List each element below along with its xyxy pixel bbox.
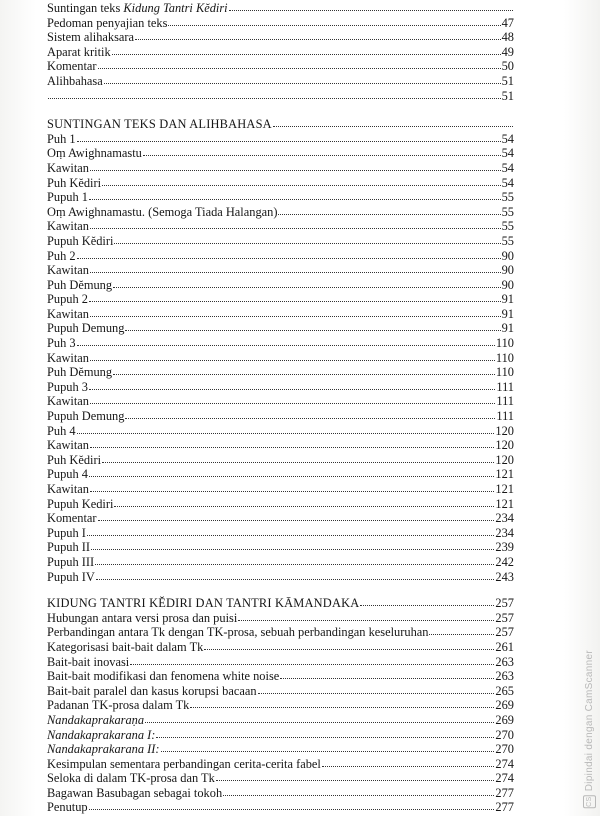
toc-leader-dots — [161, 741, 495, 752]
toc-entry[interactable] — [47, 394, 514, 409]
toc-leader-dots — [96, 569, 495, 580]
toc-leader-dots — [204, 639, 494, 650]
toc-entry[interactable] — [47, 132, 514, 147]
toc-entry[interactable] — [47, 351, 514, 366]
toc-entry-title: Perbandingan antara Tk dengan TK-prosa, sebuah perbandingan keseluruhan — [47, 625, 429, 640]
toc-entry[interactable] — [47, 205, 514, 220]
toc-leader-dots — [90, 160, 501, 171]
toc-entry-title: Komentar — [47, 59, 97, 74]
toc-leader-dots — [125, 320, 500, 331]
toc-entry-title: Suntingan teks Kidung Tantri Kĕdiri — [47, 1, 228, 15]
toc-entry-title: Kawitan — [47, 160, 89, 175]
toc-entry-page: 55 — [501, 204, 514, 219]
toc-leader-dots — [89, 291, 501, 302]
toc-entry-page: 257 — [495, 596, 514, 611]
toc-entry[interactable] — [47, 16, 514, 31]
toc-leader-dots — [229, 0, 513, 11]
toc-leader-dots — [90, 393, 495, 404]
toc-entry-page: 243 — [495, 569, 514, 584]
watermark-text: Dipindai dengan CamScanner — [584, 649, 595, 791]
toc-leader-dots — [95, 554, 494, 565]
toc-leader-dots — [135, 29, 501, 40]
toc-entry-page: 270 — [495, 742, 514, 757]
toc-leader-dots — [114, 233, 500, 244]
toc-leader-dots — [238, 610, 494, 621]
toc-entry-title: SUNTINGAN TEKS DAN ALIHBAHASA — [47, 117, 272, 132]
toc-entry-title: Kawitan — [47, 263, 89, 278]
toc-entry-page: 90 — [501, 263, 514, 278]
toc-entry-page: 90 — [501, 248, 514, 263]
toc-entry-title: Sistem alihaksara — [47, 30, 135, 45]
scanner-watermark — [583, 650, 596, 808]
toc-leader-dots — [113, 364, 495, 375]
toc-entry-page: 120 — [495, 423, 514, 438]
toc-entry-page: 277 — [495, 785, 514, 800]
toc-entry-title: Puh Dĕmung — [47, 277, 113, 292]
toc-entry[interactable] — [47, 1, 514, 16]
toc-entry-page: 120 — [495, 452, 514, 467]
toc-entry-page: 55 — [501, 233, 514, 248]
toc-entry-page: 257 — [495, 610, 514, 625]
toc-entry[interactable] — [47, 611, 514, 626]
toc-entry-title: Kawitan — [47, 438, 89, 453]
toc-entry-page: 120 — [495, 438, 514, 453]
toc-leader-dots — [90, 306, 501, 317]
toc-entry[interactable] — [47, 800, 514, 815]
toc-entry-title: Puh Dĕmung — [47, 365, 113, 380]
toc-entry-page: 111 — [496, 409, 514, 424]
toc-entry-page: 261 — [495, 639, 514, 654]
toc-entry[interactable] — [47, 365, 514, 380]
toc-entry-page: 257 — [495, 625, 514, 640]
toc-entry[interactable] — [47, 336, 514, 351]
toc-section-heading[interactable] — [47, 596, 514, 611]
toc-leader-dots — [190, 697, 494, 708]
toc-entry-page: 265 — [495, 683, 514, 698]
toc-leader-dots — [156, 727, 494, 738]
toc-entry-page: 270 — [495, 727, 514, 742]
toc-entry-page: 263 — [495, 669, 514, 684]
toc-leader-dots — [360, 595, 494, 606]
toc-entry[interactable] — [47, 640, 514, 655]
toc-entry-page: 242 — [495, 554, 514, 569]
toc-entry[interactable] — [47, 263, 514, 278]
toc-leader-dots — [145, 712, 494, 723]
toc-leader-dots — [143, 145, 501, 156]
toc-leader-dots — [125, 408, 495, 419]
toc-entry[interactable] — [47, 570, 514, 585]
toc-entry-title: Bait-bait modifikasi dan fenomena white noise — [47, 669, 280, 684]
toc-section-heading[interactable] — [47, 117, 514, 132]
toc-entry-page: 274 — [495, 771, 514, 786]
toc-entry-title: Puh Kĕdiri — [47, 452, 102, 467]
toc-leader-dots — [216, 770, 495, 781]
toc-entry[interactable] — [47, 249, 514, 264]
toc-leader-dots — [112, 44, 501, 55]
toc-leader-dots — [322, 756, 495, 767]
toc-entry[interactable] — [47, 713, 514, 728]
toc-entry-title: Nandakaprakarana I: — [47, 727, 156, 742]
toc-leader-dots — [77, 248, 501, 259]
toc-entry-page: 51 — [501, 73, 514, 88]
toc-entry-page: 110 — [495, 336, 514, 351]
toc-entry-page: 110 — [495, 350, 514, 365]
toc-entry-page: 274 — [495, 756, 514, 771]
toc-entry-title: Pupuh Demung — [47, 321, 125, 336]
toc-entry[interactable] — [47, 45, 514, 60]
toc-entry[interactable] — [47, 161, 514, 176]
toc-leader-dots — [90, 481, 494, 492]
toc-entry-page: 54 — [501, 131, 514, 146]
toc-entry-title: Bait-bait paralel dan kasus korupsi bacaan — [47, 683, 257, 698]
toc-leader-dots — [280, 668, 494, 679]
toc-entry-page: 54 — [501, 160, 514, 175]
toc-entry-title-italic: Kidung Tantri Kĕdiri — [123, 1, 228, 15]
toc-leader-dots — [89, 466, 494, 477]
toc-entry-page: 50 — [501, 59, 514, 74]
toc-entry-title: Seloka di dalam TK-prosa dan Tk — [47, 771, 215, 786]
toc-entry-title: Pupuh Demung — [47, 409, 125, 424]
toc-entry-title: Pupuh 2 — [47, 292, 88, 307]
toc-entry-title: Kawitan — [47, 219, 89, 234]
toc-entry[interactable] — [47, 409, 514, 424]
toc-entry[interactable] — [47, 555, 514, 570]
toc-entry-page: 269 — [495, 698, 514, 713]
toc-entry-title: Pupuh I — [47, 525, 86, 540]
camscanner-logo-icon: CS — [583, 795, 596, 808]
toc-entry-page: 234 — [495, 511, 514, 526]
toc-entry-page: 111 — [496, 394, 514, 409]
toc-entry-page: 111 — [496, 379, 514, 394]
toc-entry-page: 48 — [501, 30, 514, 45]
toc-entry[interactable] — [47, 59, 514, 74]
toc-entry-page: 269 — [495, 712, 514, 727]
toc-entry[interactable] — [47, 190, 514, 205]
toc-entry-page: 51 — [501, 88, 514, 103]
toc-entry-title: Nandakaprakaraṇa — [47, 712, 145, 727]
toc-leader-dots — [273, 116, 513, 127]
toc-entry-page: 90 — [501, 277, 514, 292]
toc-entry-title: Puh 1 — [47, 131, 76, 146]
toc-leader-dots — [90, 262, 501, 273]
toc-entry-title: Pupuh 4 — [47, 467, 88, 482]
toc-entry-page: 263 — [495, 654, 514, 669]
toc-entry-page: 91 — [501, 306, 514, 321]
toc-entry-page: 121 — [495, 482, 514, 496]
toc-leader-dots — [87, 525, 495, 536]
toc-entry-title: Puh 2 — [47, 248, 76, 263]
toc-entry[interactable] — [47, 219, 514, 234]
toc-entry-title: Kawitan — [47, 306, 89, 321]
toc-entry-title: Pupuh IV — [47, 569, 95, 584]
toc-leader-dots — [77, 335, 495, 346]
toc-entry-title: Bait-bait inovasi — [47, 654, 130, 669]
toc-entry[interactable] — [47, 684, 514, 699]
toc-leader-dots — [114, 496, 494, 507]
toc-entry-page: 49 — [501, 44, 514, 59]
toc-leader-dots — [90, 218, 501, 229]
toc-entry-title: Oṃ Awighnamastu — [47, 146, 142, 161]
toc-entry-title: Bagawan Basubagan sebagai tokoh — [47, 785, 223, 800]
toc-entry[interactable] — [47, 321, 514, 336]
toc-entry-title: Pupuh II — [47, 540, 91, 555]
toc-entry[interactable] — [47, 540, 514, 555]
toc-entry[interactable] — [47, 467, 514, 482]
toc-entry-title: Alihbahasa — [47, 73, 103, 88]
toc-entry[interactable] — [47, 278, 514, 293]
toc-leader-dots — [102, 175, 501, 186]
toc-leader-dots — [90, 350, 495, 361]
toc-entry[interactable] — [47, 698, 514, 713]
toc-entry-title: Kawitan — [47, 482, 89, 496]
toc-entry[interactable] — [47, 307, 514, 322]
toc-leader-dots — [77, 131, 501, 142]
toc-leader-dots — [89, 379, 495, 390]
toc-leader-dots — [48, 88, 501, 99]
toc-entry[interactable] — [47, 786, 514, 801]
toc-entry[interactable] — [47, 482, 514, 497]
toc-entry-title: Padanan TK-prosa dalam Tk — [47, 698, 190, 713]
toc-entry-page: 55 — [501, 219, 514, 234]
toc-entry-title: Pupuh Kĕdiri — [47, 233, 114, 248]
toc-entry[interactable] — [47, 655, 514, 670]
toc-entry-page: 91 — [501, 321, 514, 336]
toc-entry-page: 54 — [501, 175, 514, 190]
toc-leader-dots — [104, 73, 501, 84]
toc-leader-dots — [98, 510, 495, 521]
toc-entry[interactable] — [47, 625, 514, 640]
toc-entry-title: Kawitan — [47, 350, 89, 365]
toc-entry-page: 234 — [495, 525, 514, 540]
toc-entry-title: Komentar — [47, 511, 97, 526]
toc-leader-dots — [168, 15, 500, 26]
toc-entry[interactable] — [47, 30, 514, 45]
toc-entry-title: Kesimpulan sementara perbandingan cerita-cerita fabel — [47, 756, 321, 771]
toc-leader-dots — [91, 539, 494, 550]
toc-leader-dots — [113, 277, 501, 288]
toc-entry-title: Puh 3 — [47, 336, 76, 351]
toc-entry-title: Nandakaprakarana II: — [47, 742, 160, 757]
toc-entry-title: Pupuh III — [47, 554, 95, 569]
toc-entry-continuation[interactable] — [47, 89, 514, 104]
toc-entry[interactable] — [47, 728, 514, 743]
toc-entry-page: 91 — [501, 292, 514, 307]
toc-entry[interactable] — [47, 771, 514, 786]
toc-entry[interactable] — [47, 146, 514, 161]
toc-leader-dots — [90, 437, 494, 448]
toc-entry-title: Pedoman penyajian teks — [47, 15, 168, 30]
toc-leader-dots — [130, 654, 494, 665]
toc-leader-dots — [429, 624, 494, 635]
toc-leader-dots — [102, 452, 494, 463]
toc-entry-title: Puh 4 — [47, 423, 76, 438]
toc-leader-dots — [258, 683, 495, 694]
toc-entry-title: KIDUNG TANTRI KĔDIRI DAN TANTRI KĀMANDAKA — [47, 596, 360, 611]
toc-entry-title: Aparat kritik — [47, 44, 111, 59]
toc-leader-dots — [89, 799, 495, 810]
toc-entry[interactable] — [47, 234, 514, 249]
toc-entry-page: 54 — [501, 146, 514, 161]
toc-entry-title: Oṃ Awighnamastu. (Semoga Tiada Halangan) — [47, 204, 278, 219]
toc-entry[interactable] — [47, 757, 514, 772]
toc-entry-page: 55 — [501, 190, 514, 205]
toc-entry[interactable] — [47, 380, 514, 395]
toc-entry-title: Pupuh 3 — [47, 379, 88, 394]
toc-leader-dots — [77, 423, 495, 434]
toc-leader-dots — [278, 204, 500, 215]
toc-entry-title: Pupuh Kediri — [47, 496, 114, 511]
toc-entry-page: 47 — [501, 15, 514, 30]
toc-entry-title: Penutup — [47, 800, 88, 815]
toc-entry[interactable] — [47, 438, 514, 453]
toc-entry-page: 110 — [495, 365, 514, 380]
toc-entry-title: Pupuh 1 — [47, 190, 88, 205]
toc-entry[interactable] — [47, 669, 514, 684]
toc-leader-dots — [89, 189, 501, 200]
toc-entry[interactable] — [47, 526, 514, 541]
toc-entry[interactable] — [47, 74, 514, 89]
toc-entry-page: 121 — [495, 467, 514, 482]
toc-entry[interactable] — [47, 742, 514, 757]
toc-entry-page: 239 — [495, 540, 514, 555]
toc-leader-dots — [98, 58, 501, 69]
toc-entry-page: 277 — [495, 800, 514, 815]
toc-entry[interactable] — [47, 424, 514, 439]
table-of-contents — [47, 1, 514, 815]
toc-entry[interactable] — [47, 453, 514, 468]
toc-leader-dots — [223, 785, 494, 796]
toc-entry-title: Kawitan — [47, 394, 89, 409]
toc-entry[interactable] — [47, 511, 514, 526]
toc-entry-title: Puh Kĕdiri — [47, 175, 102, 190]
toc-entry[interactable] — [47, 176, 514, 191]
toc-entry-page: 121 — [495, 496, 514, 511]
toc-entry[interactable] — [47, 497, 514, 512]
section-gap — [47, 103, 514, 117]
toc-entry-title: Kategorisasi bait-bait dalam Tk — [47, 639, 204, 654]
toc-entry[interactable] — [47, 292, 514, 307]
toc-entry-title: Hubungan antara versi prosa dan puisi — [47, 610, 238, 625]
